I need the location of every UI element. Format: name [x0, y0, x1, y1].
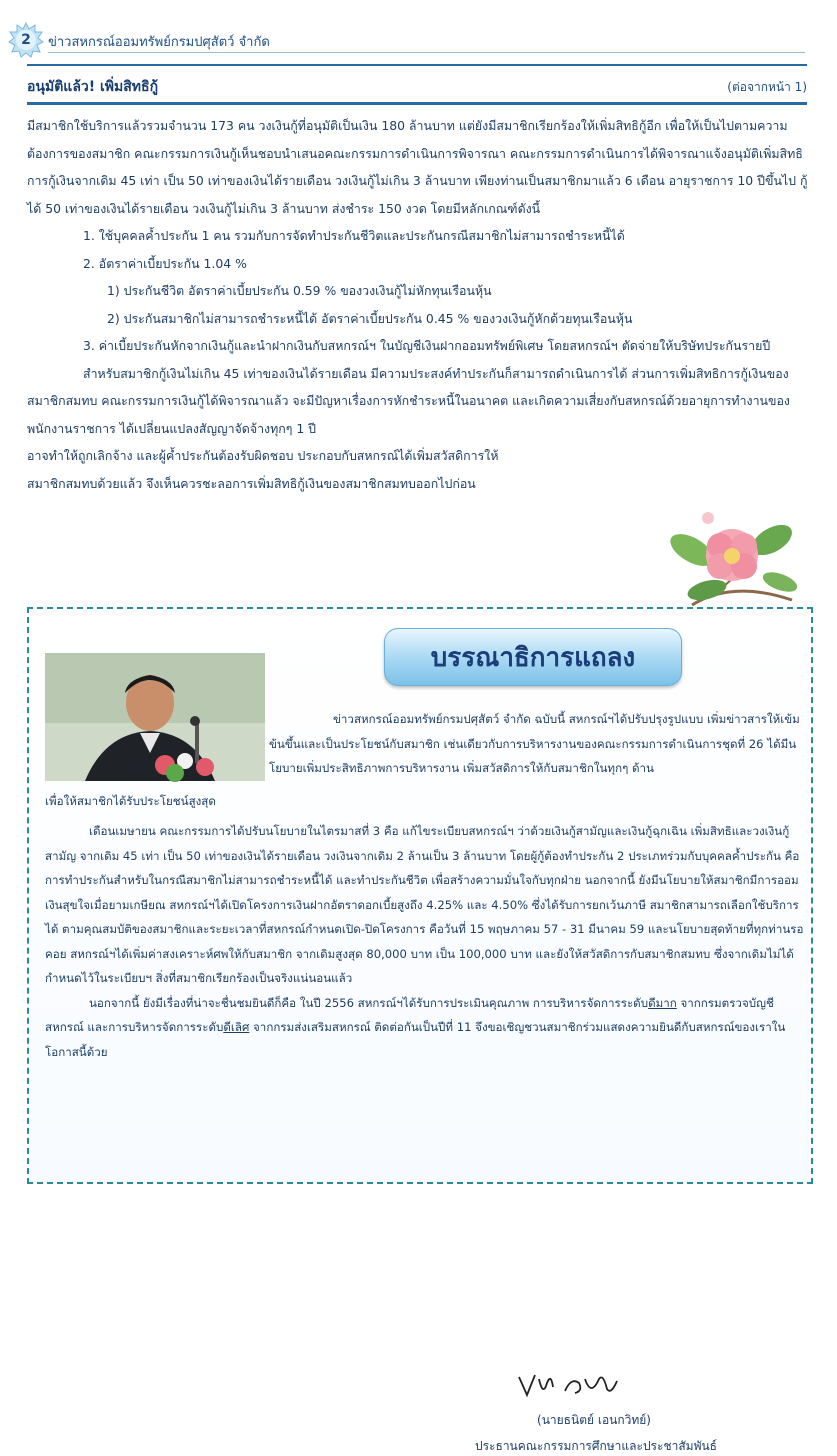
editor-portrait — [45, 653, 265, 781]
criteria-item-2a: 1) ประกันชีวิต อัตราค่าเบี้ยประกัน 0.59 % ของวงเงินกู้ไม่หักทุนเรือนหุ้น — [107, 283, 492, 298]
editorial-p2-part-c: จากกรมส่งเสริมสหกรณ์ ติดต่อกันเป็นปีที่ 11 จึงขอเชิญชวนสมาชิกร่วมแสดงความยินดีกับสหกรณ์ของเราในโอกาสนี้ด้วย — [45, 1020, 786, 1059]
editorial-paragraph-1: เดือนเมษายน คณะกรรมการได้ปรับนโยบายในไตรมาสที่ 3 คือ แก้ไขระเบียบสหกรณ์ฯ ว่าด้วยเงินกู้สามัญและเงินกู้ฉุกเฉิน เพิ่มสิทธิและวงเงินกู้สามัญ จากเดิม 45 เท่า เป็น 50 เท่าของเงินได้รายเดือน วงเงินจากเดิม 2 ล้านเป็น 3 ล้านบาท โดยผู้กู้ต้องทำประกัน 2 ประเภทร่วมกับบุคคลค้ำประกัน คือการทำประกันสำหรับในกรณีสมาชิกไม่สามารถชำระหนี้ได้ และทำประกันชีวิต เพื่อสร้างความมั่นใจกับทุกฝ่าย นอกจากนี้ ยังมีนโยบายให้สมาชิกมีการออมเงินสุขใจเมื่อยามเกษียณ สหกรณ์ฯได้เปิดโครงการเงินฝากอัตราดอกเบี้ยสูงถึง 4.25% และ 4.50% ซึ่งได้รับการยกเว้นภาษี สมาชิกสามารถเลือกใช้บริการได้ ตามคุณสมบัติของสมาชิกและระยะเวลาที่สหกรณ์กำหนดเปิด-ปิดโครงการ คือวันที่ 15 พฤษภาคม 57 - 31 มีนาคม 59 และนโยบายสุดท้ายที่ทุกท่านรอคอย สหกรณ์ฯได้เพิ่มค่าสงเคราะห์ศพให้กับสมาชิก จากเดิมสูงสุด 80,000 บาท เป็น 100,000 บาท และยังให้สวัสดิการกับสมาชิกสมทบ ซึ่งจากเดิมไม่ได้กำหนดไว้ในระเบียบฯ สิ่งที่สมาชิกเรียกร้องเป็นจริงแน่นอนแล้ว — [45, 824, 804, 985]
closing-line-2: อาจทำให้ถูกเลิกจ้าง และผู้ค้ำประกันต้องรับผิดชอบ ประกอบกับสหกรณ์ได้เพิ่มสวัสดิการให้ — [27, 448, 499, 463]
criteria-item-2b: 2) ประกันสมาชิกไม่สามารถชำระหนี้ได้ อัตราค่าเบี้ยประกัน 0.45 % ของวงเงินกู้หักด้วยทุนเรือนหุ้น — [107, 310, 633, 326]
rating-very-good: ดีมาก — [648, 995, 677, 1010]
signature-icon — [513, 1369, 623, 1403]
editorial-intro-text: ข่าวสหกรณ์ออมทรัพย์กรมปศุสัตว์ จำกัด ฉบับนี้ สหกรณ์ฯได้ปรับปรุงรูปแบบ เพิ่มข่าวสารให้เข้มข้นขึ้นและเป็นประโยชน์กับสมาชิก เช่นเดียวกับการบริหารงานของคณะกรรมการดำเนินการชุดที่ 26 ได้มีนโยบายเพิ่มประสิทธิภาพการบริหารงาน เพิ่มสวัสดิการให้กับสมาชิกในทุกๆ ด้าน — [269, 712, 800, 775]
publication-name: ข่าวสหกรณ์ออมทรัพย์กรมปศุสัตว์ จำกัด — [48, 35, 270, 50]
criteria-item-2: 2. อัตราค่าเบี้ยประกัน 1.04 % — [83, 255, 247, 271]
editorial-intro-tail: เพื่อให้สมาชิกได้รับประโยชน์สูงสุด — [45, 794, 216, 808]
signer-title: ประธานคณะกรรมการศึกษาและประชาสัมพันธ์ — [474, 1439, 718, 1453]
flower-illustration — [662, 510, 802, 610]
title-divider-top — [27, 64, 807, 66]
editorial-body — [45, 819, 805, 1064]
criteria-item-3: 3. ค่าเบี้ยประกันหักจากเงินกู้และนำฝากเงินกับสหกรณ์ฯ ในบัญชีเงินฝากออมทรัพย์พิเศษ โดยสหกรณ์ฯ ตัดจ่ายให้บริษัทประกันรายปี — [83, 338, 771, 353]
page-header — [0, 20, 837, 60]
editorial-p2-part-a: นอกจากนี้ ยังมีเรื่องที่น่าจะชื่นชมยินดีก็คือ ในปี 2556 สหกรณ์ฯได้รับการประเมินคุณภาพ การบริหารจัดการระดับ — [89, 995, 649, 1010]
editorial-title: บรรณาธิการแถลง — [384, 628, 682, 686]
continued-note: (ต่อจากหน้า 1) — [727, 80, 807, 94]
article-title: อนุมัติแล้ว! เพิ่มสิทธิกู้ — [27, 79, 159, 95]
signature — [513, 1369, 623, 1403]
closing-paragraph: สำหรับสมาชิกกู้เงินไม่เกิน 45 เท่าของเงินได้รายเดือน มีความประสงค์ทำประกันก็สามารถดำเนินการได้ ส่วนการเพิ่มสิทธิการกู้เงินของสมาชิกสมทบ คณะกรรมการเงินกู้ได้พิจารณาแล้ว จะมีปัญหาเรื่องการหักชำระหนี้ในอนาคต และเกิดความเสี่ยงกับสหกรณ์ด้วยอายุการทำงานของพนักงานราชการ ได้เปลี่ยนแปลงสัญญาจัดจ้างทุกๆ 1 ปี — [27, 365, 790, 436]
header-divider — [48, 52, 805, 53]
criteria-item-1: 1. ใช้บุคคลค้ำประกัน 1 คน รวมกับการจัดทำประกันชีวิตและประกันกรณีสมาชิกไม่สามารถชำระหนี้ได้ — [83, 228, 625, 243]
title-divider-bottom — [27, 102, 807, 105]
page-number-badge — [8, 22, 44, 58]
editorial-paragraph-2 — [45, 991, 805, 1065]
editorial-p2-part-b: จากกรมตรวจบัญชีสหกรณ์ และการบริหารจัดการระดับ — [45, 995, 774, 1034]
article-intro: มีสมาชิกใช้บริการแล้วรวมจำนวน 173 คน วงเงินกู้ที่อนุมัติเป็นเงิน 180 ล้านบาท แต่ยังมีสมาชิกเรียกร้องให้เพิ่มสิทธิกู้อีก เพื่อให้เป็นไปตามความต้องการของสมาชิก คณะกรรมการเงินกู้เห็นชอบนำเสนอคณะกรรมการดำเนินการพิจารณา คณะกรรมการดำเนินการได้พิจารณาแจ้งอนุมัติเพิ่มสิทธิการกู้เงินจากเดิม 45 เท่า เป็น 50 เท่าของเงินได้รายเดือน วงเงินกู้ไม่เกิน 3 ล้านบาท เพียงท่านเป็นสมาชิกมาแล้ว 6 เดือน อายุราชการ 10 ปีขึ้นไป กู้ได้ 50 เท่าของเงินได้รายเดือน วงเงินกู้ไม่เกิน 3 ล้านบาท ส่งชำระ 150 งวด โดยมีหลักเกณฑ์ดังนี้ — [27, 118, 808, 216]
article-body — [27, 112, 812, 497]
flower-icon — [662, 510, 802, 610]
page-number: 2 — [21, 32, 31, 48]
article-title-row — [27, 72, 807, 102]
rating-excellent: ดีเลิศ — [223, 1020, 250, 1034]
editorial-intro — [269, 707, 801, 781]
portrait-photo-icon — [45, 653, 265, 781]
signer-name: (นายธนิตย์ เอนกวิทย์) — [537, 1413, 651, 1427]
closing-line-3: สมาชิกสมทบด้วยแล้ว จึงเห็นควรชะลอการเพิ่มสิทธิกู้เงินของสมาชิกสมทบออกไปก่อน — [27, 475, 476, 491]
editorial-box — [27, 607, 813, 1453]
